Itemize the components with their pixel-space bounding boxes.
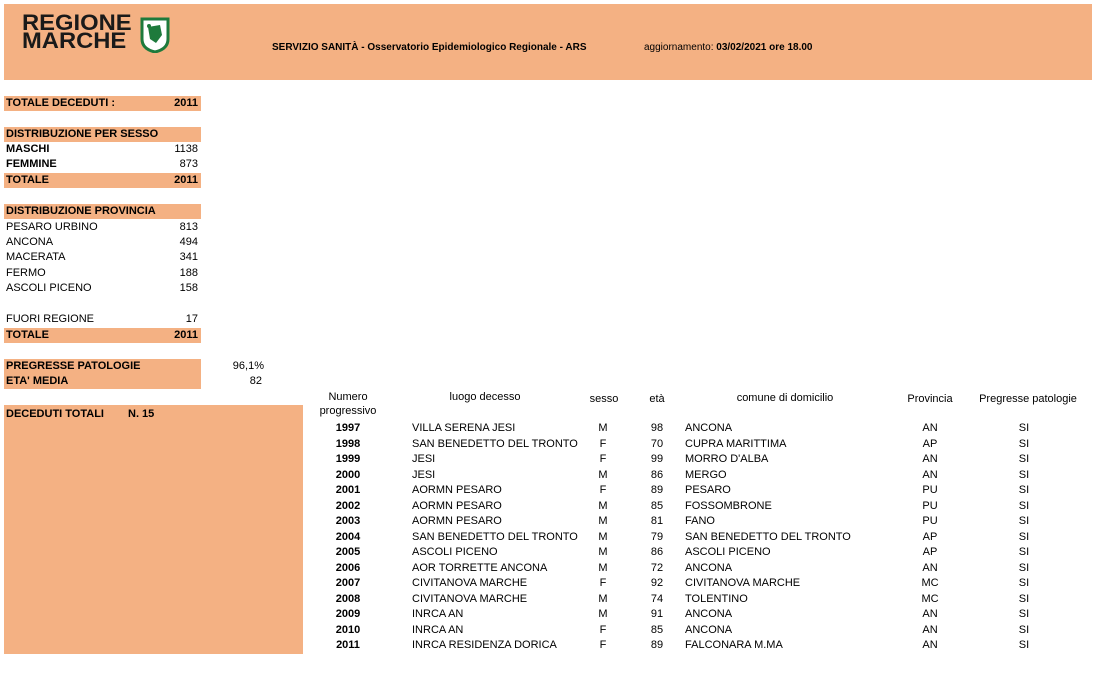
header-patologie: Pregresse patologie xyxy=(979,393,1077,405)
cell-eta: 98 xyxy=(650,422,664,434)
cell-comune: FOSSOMBRONE xyxy=(685,500,772,512)
update-label: aggiornamento: xyxy=(644,42,717,53)
cell-sesso: M xyxy=(598,608,608,620)
cell-numero: 2006 xyxy=(335,562,361,574)
cell-provincia: AN xyxy=(922,624,938,636)
cell-patologie: SI xyxy=(1018,639,1030,651)
cell-comune: MORRO D'ALBA xyxy=(685,453,769,465)
provincia-label: FERMO xyxy=(6,267,46,279)
cell-luogo: CIVITANOVA MARCHE xyxy=(412,593,528,605)
cell-comune: ANCONA xyxy=(685,422,733,434)
provincia-total-row xyxy=(4,328,201,343)
cell-sesso: M xyxy=(598,562,608,574)
totale-deceduti-label: TOTALE DECEDUTI : xyxy=(6,97,115,109)
sesso-row xyxy=(4,157,201,172)
sesso-total-row xyxy=(4,173,201,188)
totale-deceduti-row xyxy=(4,96,201,111)
cell-numero: 2001 xyxy=(335,484,361,496)
cell-provincia: PU xyxy=(922,515,938,527)
cell-provincia: AP xyxy=(922,531,938,543)
header-comune: comune di domicilio xyxy=(736,392,834,404)
cell-sesso: F xyxy=(599,484,607,496)
cell-eta: 86 xyxy=(650,469,664,481)
cell-sesso: F xyxy=(599,624,607,636)
deceduti-totali-box xyxy=(4,405,303,654)
cell-comune: CIVITANOVA MARCHE xyxy=(685,577,801,589)
cell-eta: 85 xyxy=(650,624,664,636)
cell-luogo: JESI xyxy=(412,453,436,465)
provincia-label: PESARO URBINO xyxy=(6,221,98,233)
header-numero xyxy=(316,391,380,417)
provincia-total-value: 2011 xyxy=(174,329,198,341)
cell-eta: 70 xyxy=(650,438,664,450)
cell-numero: 2008 xyxy=(335,593,361,605)
provincia-value: 813 xyxy=(179,221,198,233)
sesso-value: 873 xyxy=(179,158,198,170)
cell-eta: 85 xyxy=(650,500,664,512)
cell-provincia: AP xyxy=(922,546,938,558)
sesso-total-label: TOTALE xyxy=(6,174,49,186)
cell-sesso: M xyxy=(598,546,608,558)
cell-patologie: SI xyxy=(1018,608,1030,620)
provincia-row xyxy=(4,281,201,296)
sesso-value: 1138 xyxy=(174,143,198,155)
cell-numero: 2002 xyxy=(335,500,361,512)
cell-luogo: VILLA SERENA JESI xyxy=(412,422,516,434)
eta-media-label: ETA' MEDIA xyxy=(6,375,69,387)
header-numero-line1: Numero xyxy=(328,391,368,403)
cell-eta: 79 xyxy=(650,531,664,543)
cell-provincia: AN xyxy=(922,453,938,465)
cell-patologie: SI xyxy=(1018,546,1030,558)
header-numero-line2: progressivo xyxy=(319,405,377,417)
sesso-label: MASCHI xyxy=(6,143,50,155)
cell-comune: CUPRA MARITTIMA xyxy=(685,438,787,450)
cell-sesso: F xyxy=(599,577,607,589)
service-title: SERVIZIO SANITÀ - Osservatorio Epidemiologico Regionale - ARS xyxy=(272,42,587,53)
fuori-regione-value: 17 xyxy=(185,313,198,325)
cell-numero: 1998 xyxy=(335,438,361,450)
pregresse-patologie-value: 96,1% xyxy=(232,360,264,372)
sesso-title-row xyxy=(4,127,201,142)
cell-comune: FANO xyxy=(685,515,715,527)
cell-provincia: AN xyxy=(922,639,938,651)
sesso-row xyxy=(4,142,201,157)
provincia-title-row xyxy=(4,204,201,219)
fuori-regione-label: FUORI REGIONE xyxy=(6,313,95,325)
provincia-label: ASCOLI PICENO xyxy=(6,282,92,294)
cell-sesso: M xyxy=(598,500,608,512)
cell-comune: ANCONA xyxy=(685,624,733,636)
cell-sesso: F xyxy=(599,453,607,465)
cell-luogo: INRCA AN xyxy=(412,624,464,636)
logo-text xyxy=(22,10,132,53)
cell-eta: 92 xyxy=(650,577,664,589)
cell-comune: FALCONARA M.MA xyxy=(685,639,783,651)
provincia-row xyxy=(4,235,201,250)
cell-patologie: SI xyxy=(1018,484,1030,496)
totale-deceduti-value: 2011 xyxy=(174,97,198,109)
logo-line1: REGIONE xyxy=(22,10,132,35)
cell-provincia: AN xyxy=(922,562,938,574)
cell-provincia: AP xyxy=(922,438,938,450)
deceduti-totali-count: N. 15 xyxy=(128,408,155,420)
cell-patologie: SI xyxy=(1018,577,1030,589)
cell-luogo: SAN BENEDETTO DEL TRONTO xyxy=(412,438,578,450)
cell-sesso: M xyxy=(598,531,608,543)
cell-luogo: ASCOLI PICENO xyxy=(412,546,498,558)
provincia-label: MACERATA xyxy=(6,251,66,263)
cell-comune: ANCONA xyxy=(685,562,733,574)
eta-media-value: 82 xyxy=(249,375,262,387)
shield-icon xyxy=(140,17,170,53)
cell-sesso: M xyxy=(598,469,608,481)
provincia-value: 188 xyxy=(179,267,198,279)
cell-luogo: SAN BENEDETTO DEL TRONTO xyxy=(412,531,578,543)
sesso-total-value: 2011 xyxy=(174,174,198,186)
cell-numero: 2005 xyxy=(335,546,361,558)
cell-sesso: M xyxy=(598,422,608,434)
cell-numero: 1999 xyxy=(335,453,361,465)
cell-provincia: PU xyxy=(922,500,938,512)
cell-luogo: INRCA RESIDENZA DORICA xyxy=(412,639,557,651)
cell-sesso: M xyxy=(598,593,608,605)
update-info xyxy=(644,42,812,53)
cell-provincia: AN xyxy=(922,422,938,434)
cell-numero: 2007 xyxy=(335,577,361,589)
logo-line2: MARCHE xyxy=(22,28,127,53)
cell-patologie: SI xyxy=(1018,531,1030,543)
provincia-row xyxy=(4,250,201,265)
pregresse-eta-box xyxy=(4,359,201,389)
update-value: 03/02/2021 ore 18.00 xyxy=(716,42,813,53)
provincia-label: ANCONA xyxy=(6,236,54,248)
header-luogo: luogo decesso xyxy=(449,391,521,403)
cell-eta: 74 xyxy=(650,593,664,605)
cell-luogo: CIVITANOVA MARCHE xyxy=(412,577,528,589)
cell-eta: 81 xyxy=(650,515,664,527)
cell-patologie: SI xyxy=(1018,562,1030,574)
fuori-regione-row xyxy=(4,312,201,327)
header-banner xyxy=(4,4,1092,80)
cell-numero: 2000 xyxy=(335,469,361,481)
cell-luogo: INRCA AN xyxy=(412,608,464,620)
cell-eta: 99 xyxy=(650,453,664,465)
cell-eta: 89 xyxy=(650,484,664,496)
cell-patologie: SI xyxy=(1018,422,1030,434)
cell-patologie: SI xyxy=(1018,453,1030,465)
cell-numero: 1997 xyxy=(335,422,361,434)
cell-luogo: AOR TORRETTE ANCONA xyxy=(412,562,548,574)
cell-eta: 72 xyxy=(650,562,664,574)
cell-provincia: MC xyxy=(921,577,939,589)
cell-sesso: M xyxy=(598,515,608,527)
cell-luogo: AORMN PESARO xyxy=(412,500,502,512)
provincia-total-label: TOTALE xyxy=(6,329,49,341)
cell-numero: 2010 xyxy=(335,624,361,636)
cell-patologie: SI xyxy=(1018,515,1030,527)
sesso-label: FEMMINE xyxy=(6,158,57,170)
cell-provincia: AN xyxy=(922,608,938,620)
header-provincia: Provincia xyxy=(907,393,953,405)
cell-provincia: AN xyxy=(922,469,938,481)
cell-provincia: MC xyxy=(921,593,939,605)
cell-numero: 2009 xyxy=(335,608,361,620)
cell-numero: 2004 xyxy=(335,531,361,543)
cell-sesso: F xyxy=(599,639,607,651)
cell-comune: MERGO xyxy=(685,469,727,481)
cell-eta: 91 xyxy=(650,608,664,620)
provincia-row xyxy=(4,220,201,235)
cell-provincia: PU xyxy=(922,484,938,496)
provincia-value: 341 xyxy=(179,251,198,263)
header-sesso: sesso xyxy=(589,393,619,405)
cell-comune: PESARO xyxy=(685,484,731,496)
cell-eta: 89 xyxy=(650,639,664,651)
cell-patologie: SI xyxy=(1018,500,1030,512)
pregresse-patologie-label: PREGRESSE PATOLOGIE xyxy=(6,360,141,372)
cell-luogo: JESI xyxy=(412,469,436,481)
cell-eta: 86 xyxy=(650,546,664,558)
cell-sesso: F xyxy=(599,438,607,450)
provincia-value: 494 xyxy=(179,236,198,248)
cell-patologie: SI xyxy=(1018,438,1030,450)
provincia-value: 158 xyxy=(179,282,198,294)
cell-patologie: SI xyxy=(1018,469,1030,481)
provincia-title: DISTRIBUZIONE PROVINCIA xyxy=(6,205,156,217)
cell-luogo: AORMN PESARO xyxy=(412,515,502,527)
cell-comune: SAN BENEDETTO DEL TRONTO xyxy=(685,531,851,543)
cell-luogo: AORMN PESARO xyxy=(412,484,502,496)
cell-comune: ANCONA xyxy=(685,608,733,620)
cell-patologie: SI xyxy=(1018,593,1030,605)
header-eta: età xyxy=(649,393,665,405)
cell-numero: 2003 xyxy=(335,515,361,527)
cell-numero: 2011 xyxy=(336,639,360,651)
sesso-title: DISTRIBUZIONE PER SESSO xyxy=(6,128,159,140)
cell-comune: ASCOLI PICENO xyxy=(685,546,771,558)
cell-comune: TOLENTINO xyxy=(685,593,748,605)
provincia-row xyxy=(4,266,201,281)
deceduti-totali-label: DECEDUTI TOTALI xyxy=(6,408,104,420)
cell-patologie: SI xyxy=(1018,624,1030,636)
